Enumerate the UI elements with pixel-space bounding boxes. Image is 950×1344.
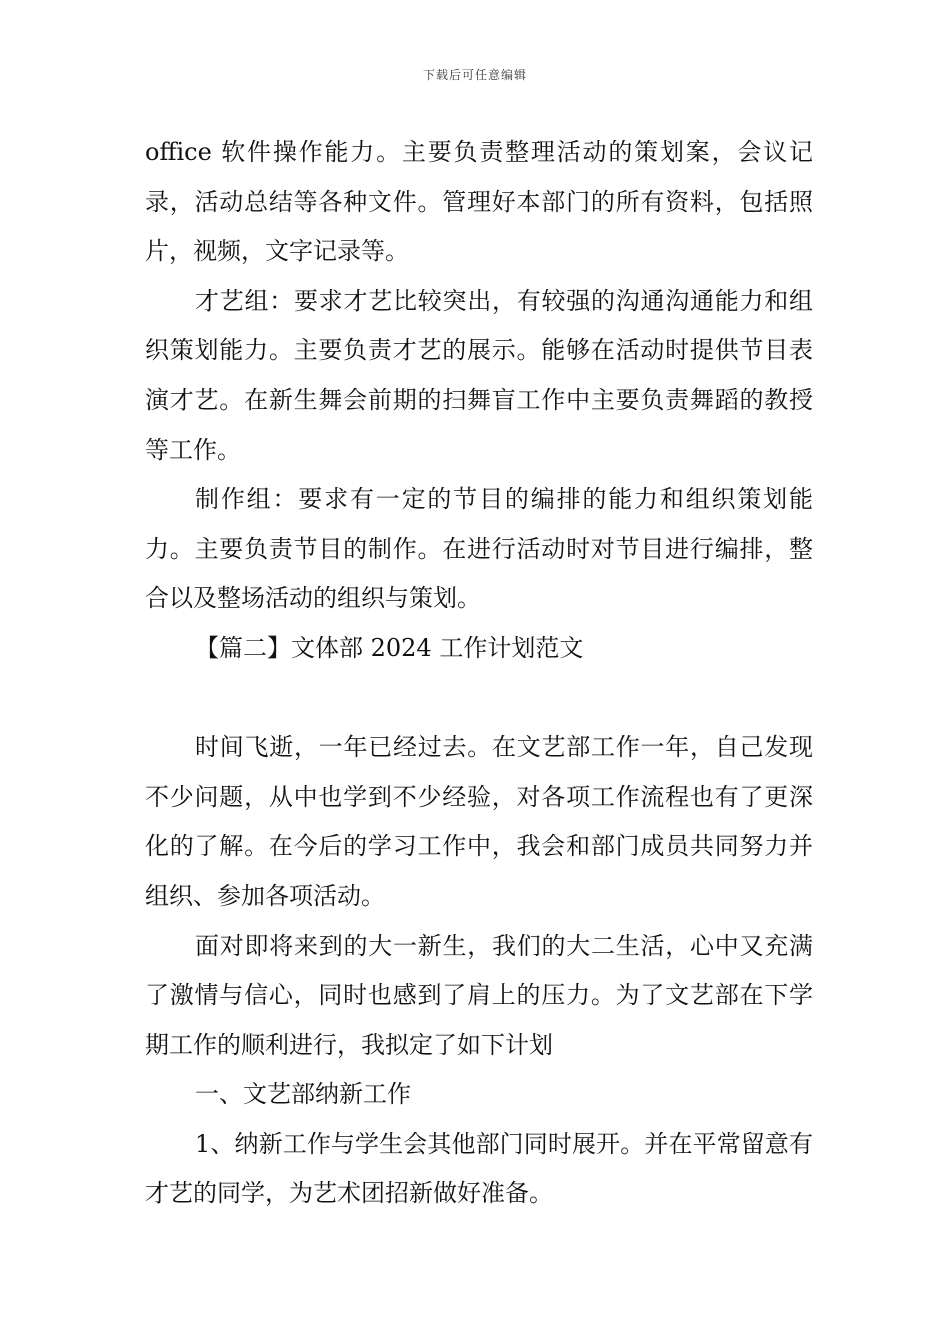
page-header: 下载后可任意编辑 [422,68,527,82]
blank-line [145,674,813,724]
document-body [145,128,813,1219]
paragraph-recruitment-item-1: 1、纳新工作与学生会其他部门同时展开。并在平常留意有才艺的同学，为艺术团招新做好准备。 [145,1129,813,1208]
paragraph-plan: 面对即将来到的大一新生，我们的大二生活，心中又充满了激情与信心，同时也感到了肩上的压力。为了文艺部在下学期工作的顺利进行，我拟定了如下计划 [145,931,813,1059]
paragraph-intro: 时间飞逝，一年已经过去。在文艺部工作一年，自己发现不少问题，从中也学到不少经验，对各项工作流程也有了更深化的了解。在今后的学习工作中，我会和部门成员共同努力并组织、参加各项活动。 [145,733,813,910]
paragraph-continuation: office 软件操作能力。主要负责整理活动的策划案，会议记录，活动总结等各种文件。管理好本部门的所有资料，包括照片，视频，文字记录等。 [145,138,813,266]
subheading-recruitment: 一、文艺部纳新工作 [195,1080,411,1109]
paragraph-production-group: 制作组：要求有一定的节目的编排的能力和组织策划能力。主要负责节目的制作。在进行活动时对节目进行编排，整合以及整场活动的组织与策划。 [145,485,813,613]
paragraph-talent-group: 才艺组：要求才艺比较突出，有较强的沟通沟通能力和组织策划能力。主要负责才艺的展示。能够在活动时提供节目表演才艺。在新生舞会前期的扫舞盲工作中主要负责舞蹈的教授等工作。 [145,286,813,464]
section-heading: 【篇二】文体部 2024 工作计划范文 [195,633,584,662]
